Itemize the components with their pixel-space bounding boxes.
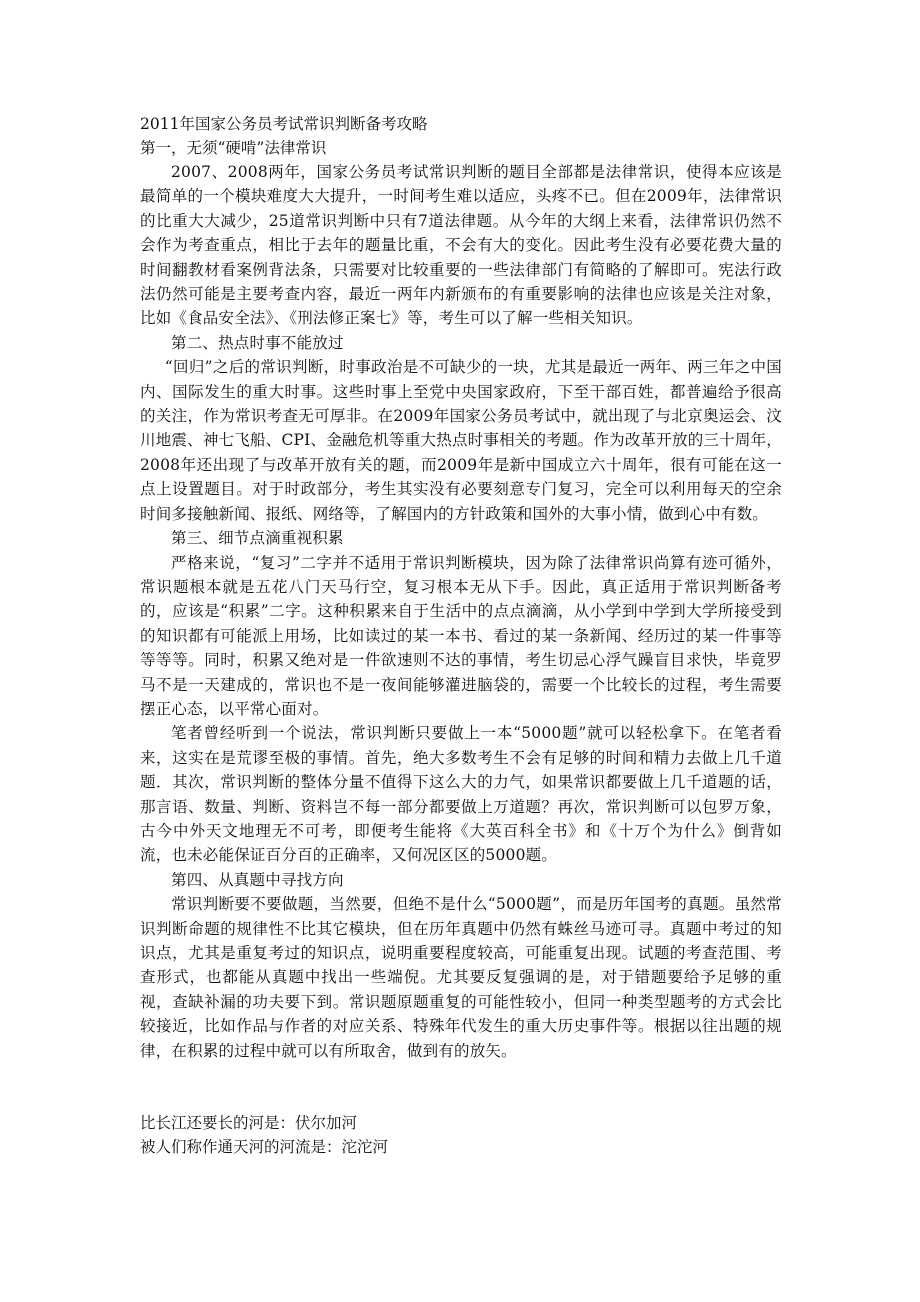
section-2-heading: 第二、热点时事不能放过 bbox=[171, 333, 344, 352]
section-1-paragraph: 2007、2008两年，国家公务员考试常识判断的题目全部都是法律常识，使得本应该是最简单的一个模块难度大大提升，一时间考生难以适应，头疼不已。但在2009年，法律常识的比重大大减少，25道常识判断中只有7道法律题。从今年的大纲上来看，法律常识仍然不会作为考查重点，相比于去年的题量比重，不会有大的变化。因此考生没有必要花费大量的时间翻教材看案例背法条，只需要对比较重要的一些法律部门有简略的了解即可。宪法行政法仍然可能是主要考查内容，最近一两年内新颁布的有重要影响的法律也应该是关注对象，比如《食品安全法》、《刑法修正案七》等，考生可以了解一些相关知识。 bbox=[140, 163, 782, 328]
section-3-heading: 第三、细节点滴重视积累 bbox=[171, 529, 344, 548]
fact-line-2: 被人们称作通天河的河流是：沱沱河 bbox=[140, 1138, 389, 1157]
document-title: 2011年国家公务员考试常识判断备考攻略 bbox=[140, 115, 428, 133]
blank-gap bbox=[140, 1063, 782, 1111]
document-page bbox=[140, 112, 782, 1159]
section-1-heading: 第一，无须“硬啃”法律常识 bbox=[140, 139, 327, 157]
section-3-paragraph-1: 严格来说，“复习”二字并不适用于常识判断模块，因为除了法律常识尚算有迹可循外，常识题根本就是五花八门天马行空，复习根本无从下手。因此，真正适用于常识判断备考的，应该是“积累”二字。这种积累来自于生活中的点点滴滴，从小学到中学到大学所接受到的知识都有可能派上用场，比如读过的某一本书、看过的某一条新闻、经历过的某一件事等等等等。同时，积累又绝对是一件欲速则不达的事情，考生切忌心浮气躁盲目求快，毕竟罗马不是一天建成的，常识也不是一夜间能够灌进脑袋的，需要一个比较长的过程，考生需要摆正心态，以平常心面对。 bbox=[140, 553, 782, 718]
section-2-paragraph: “回归”之后的常识判断，时事政治是不可缺少的一块，尤其是最近一两年、两三年之中国内、国际发生的重大时事。这些时事上至党中央国家政府，下至干部百姓，都普遍给予很高的关注，作为常识考查无可厚非。在2009年国家公务员考试中，就出现了与北京奥运会、汶川地震、神七飞船、CPI、金融危机等重大热点时事相关的考题。作为改革开放的三十周年，2008年还出现了与改革开放有关的题，而2009年是新中国成立六十周年，很有可能在这一点上设置题目。对于时政部分，考生其实没有必要刻意专门复习，完全可以利用每天的空余时间多接触新闻、报纸、网络等，了解国内的方针政策和国外的大事小情，做到心中有数。 bbox=[140, 358, 782, 523]
section-3-paragraph-2: 笔者曾经听到一个说法，常识判断只要做上一本“5000题”就可以轻松拿下。在笔者看来，这实在是荒谬至极的事情。首先，绝大多数考生不会有足够的时间和精力去做上几千道题．其次，常识判断的整体分量不值得下这么大的力气，如果常识都要做上几千道题的话，那言语、数量、判断、资料岂不每一部分都要做上万道题？再次，常识判断可以包罗万象，古今中外天文地理无不可考，即便考生能将《大英百科全书》和《十万个为什么》倒背如流，也未必能保证百分百的正确率，又何况区区的5000题。 bbox=[140, 724, 782, 865]
section-4-heading: 第四、从真题中寻找方向 bbox=[171, 870, 344, 889]
section-4-paragraph: 常识判断要不要做题，当然要，但绝不是什么“5000题”，而是历年国考的真题。虽然常识判断命题的规律性不比其它模块，但在历年真题中仍然有蛛丝马迹可寻。真题中考过的知识点，尤其是重复考过的知识点，说明重要程度较高，可能重复出现。试题的考查范围、考查形式，也都能从真题中找出一些端倪。尤其要反复强调的是，对于错题要给予足够的重视，查缺补漏的功夫要下到。常识题原题重复的可能性较小，但同一种类型题考的方式会比较接近，比如作品与作者的对应关系、特殊年代发生的重大历史事件等。根据以往出题的规律，在积累的过程中就可以有所取舍，做到有的放矢。 bbox=[140, 895, 782, 1060]
fact-line-1: 比长江还要长的河是：伏尔加河 bbox=[140, 1114, 358, 1133]
